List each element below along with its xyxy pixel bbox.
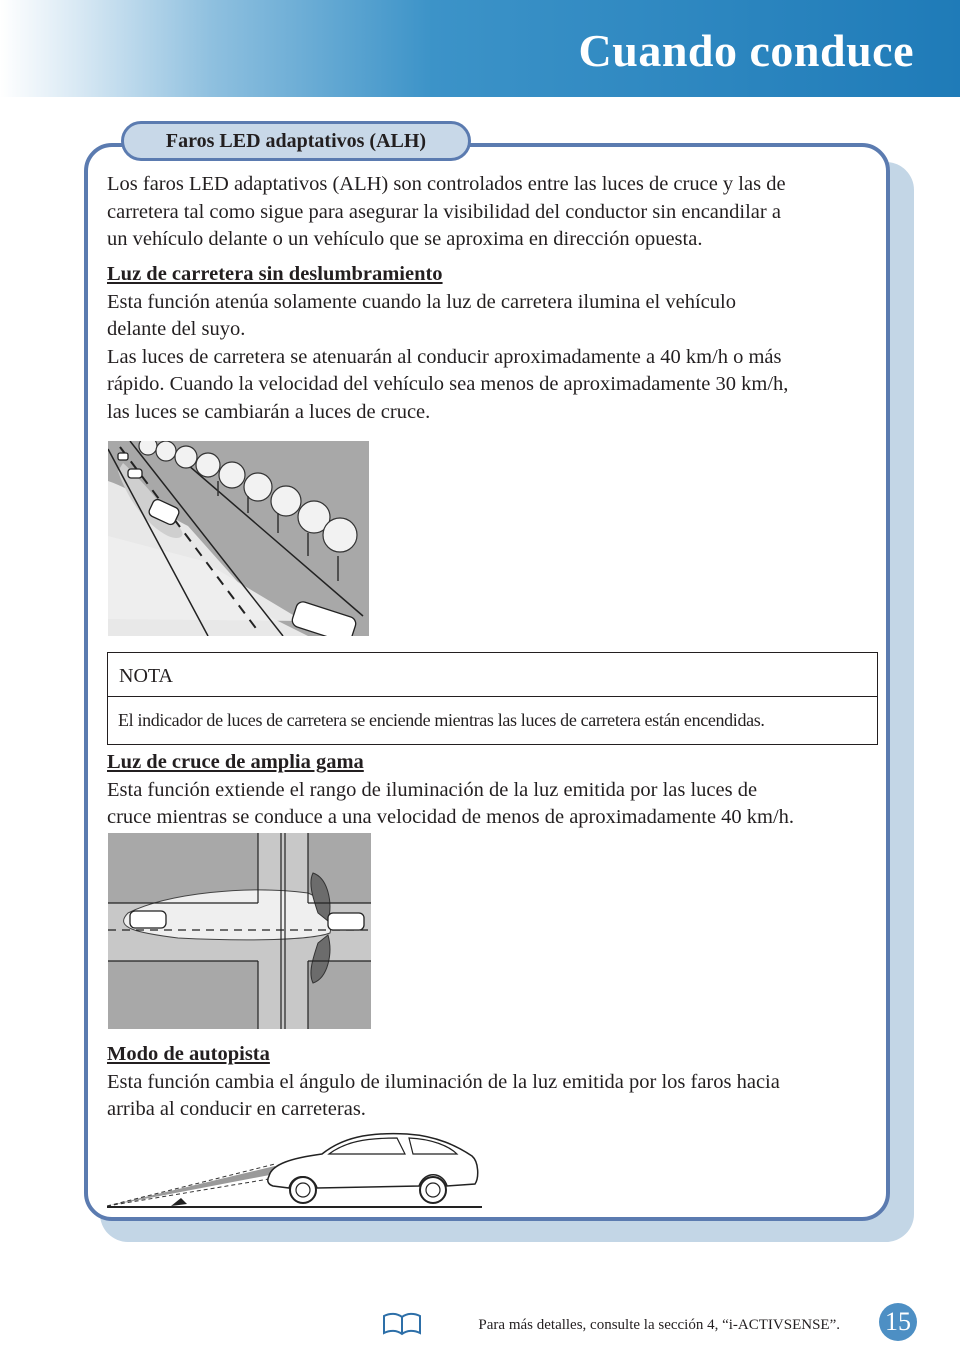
wide-range-line: Esta función extiende el rango de iluminación de la luz emitida por las luces de bbox=[107, 778, 758, 801]
intro-line: un vehículo delante o un vehículo que se aproxima en dirección opuesta. bbox=[107, 228, 703, 250]
motorway-illustration bbox=[107, 1128, 482, 1210]
intro-line: Los faros LED adaptativos (ALH) son controlados entre las luces de cruce y las de bbox=[107, 173, 786, 195]
intro-paragraph bbox=[107, 171, 877, 254]
intro-line: carretera tal como sigue para asegurar la visibilidad del conductor sin encandilar a bbox=[107, 200, 781, 223]
wide-range-heading: Luz de cruce de amplia gama bbox=[107, 751, 364, 773]
motorway-line: arriba al conducir en carreteras. bbox=[107, 1098, 366, 1120]
page-number: 15 bbox=[879, 1303, 917, 1341]
note-body: El indicador de luces de carretera se enciende mientras las luces de carretera están encendidas. bbox=[118, 710, 765, 730]
note-title: NOTA bbox=[108, 653, 877, 697]
motorway-line: Esta función cambia el ángulo de iluminación de la luz emitida por los faros hacia bbox=[107, 1070, 780, 1093]
note-box bbox=[107, 652, 878, 745]
glare-free-line: las luces se cambiarán a luces de cruce. bbox=[107, 400, 431, 423]
wide-range-section bbox=[107, 749, 877, 832]
page-header bbox=[0, 0, 960, 97]
glare-free-section bbox=[107, 261, 877, 426]
section-tab: Faros LED adaptativos (ALH) bbox=[121, 121, 471, 161]
footer-reference: Para más detalles, consulte la sección 4, “i-ACTIVSENSE”. bbox=[478, 1317, 840, 1333]
glare-free-illustration bbox=[108, 441, 369, 636]
glare-free-line: delante del suyo. bbox=[107, 318, 246, 340]
wide-range-illustration bbox=[108, 833, 371, 1029]
glare-free-line: Las luces de carretera se atenuarán al conducir aproximadamente a 40 km/h o más bbox=[107, 345, 782, 368]
glare-free-line: Esta función atenúa solamente cuando la luz de carretera ilumina el vehículo bbox=[107, 290, 736, 313]
book-icon bbox=[382, 1312, 422, 1336]
motorway-section bbox=[107, 1041, 877, 1124]
glare-free-heading: Luz de carretera sin deslumbramiento bbox=[107, 263, 443, 285]
page-title: Cuando conduce bbox=[578, 25, 914, 76]
wide-range-line: cruce mientras se conduce a una velocidad de menos de aproximadamente 40 km/h. bbox=[107, 806, 795, 828]
motorway-heading: Modo de autopista bbox=[107, 1043, 270, 1065]
glare-free-line: rápido. Cuando la velocidad del vehículo sea menos de aproximadamente 30 km/h, bbox=[107, 373, 789, 395]
